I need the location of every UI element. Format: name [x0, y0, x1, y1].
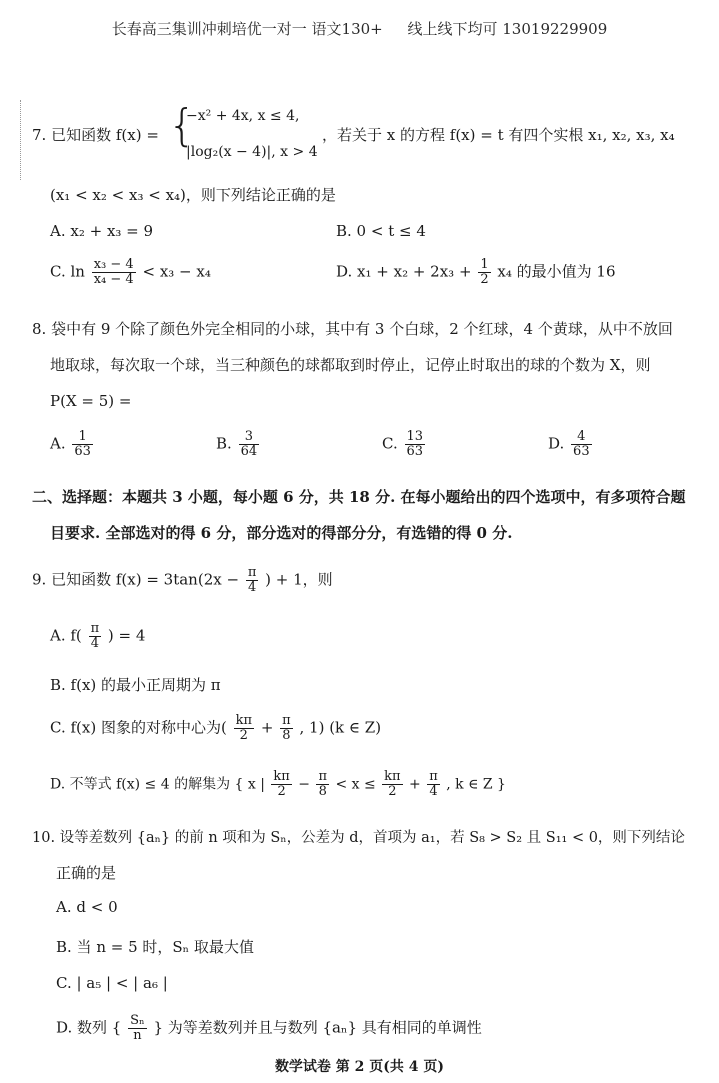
q9-a-pre: A. f(: [50, 626, 82, 645]
q8-d-num: 4: [571, 430, 592, 445]
q9-c-fraction-2: [280, 714, 293, 743]
q9-option-d: [50, 770, 506, 799]
q9-d-m2: < x ≤: [335, 776, 376, 793]
q9-c-num-2: π: [282, 713, 291, 728]
section2-instructions-line1: 二、选择题：本题共 3 小题，每小题 6 分，共 18 分. 在每小题给出的四个选项中，有多项符合题: [32, 488, 686, 506]
q8-c-num: 13: [406, 429, 424, 444]
q9-a-fraction: [89, 622, 102, 651]
q9-c-post: , 1) (k ∈ Z): [299, 718, 382, 737]
q9-stem-num: π: [247, 565, 257, 580]
q9-d-m1: −: [298, 776, 310, 793]
q8-d-label: D.: [548, 434, 565, 453]
q8-stem-line3: P(X = 5) =: [50, 392, 132, 410]
q9-d-den-3: 2: [388, 784, 397, 799]
q9-stem-pre: 9. 已知函数 f(x) = 3tan(2x −: [32, 570, 240, 589]
q7-d-den: 2: [480, 272, 489, 287]
page-header: [0, 18, 719, 39]
q9-stem-den: 4: [247, 580, 257, 595]
page-footer: 数学试卷 第 2 页(共 4 页): [274, 1059, 445, 1075]
q9-c-den-1: 2: [239, 728, 248, 743]
q10-option-d: [56, 1014, 482, 1043]
q7-option-c: [50, 258, 211, 287]
q9-a-den: 4: [90, 636, 99, 651]
q9-d-pre: D. 不等式 f(x) ≤ 4 的解集为 { x |: [50, 776, 265, 793]
q7-stem-line2: (x₁ < x₂ < x₃ < x₄)，则下列结论正确的是: [50, 186, 336, 204]
q9-c-pre: C. f(x) 图象的对称中心为(: [50, 718, 227, 737]
q9-d-fraction-1: [271, 770, 291, 799]
q8-c-den: 63: [406, 444, 424, 459]
q7-d-fraction: [478, 258, 490, 287]
q9-d-num-2: π: [318, 769, 327, 784]
q9-stem: [32, 566, 333, 595]
q10-d-den: n: [133, 1028, 142, 1043]
q9-stem-fraction: [246, 566, 259, 595]
q8-b-num: 3: [239, 430, 260, 445]
q8-a-den: 63: [74, 444, 91, 459]
q9-d-fraction-4: [427, 770, 440, 799]
q10-option-b: B. 当 n = 5 时，Sₙ 取最大值: [56, 938, 254, 956]
q8-option-d: [548, 430, 594, 459]
q9-d-num-3: kπ: [384, 769, 401, 784]
q7-c-post: < x₃ − x₄: [142, 262, 211, 281]
q9-option-c: [50, 714, 381, 743]
section2-instructions-line2: 目要求. 全部选对的得 6 分，部分选对的得部分分，有选错的得 0 分.: [50, 524, 513, 542]
q7-stem-prefix: 7. 已知函数 f(x) =: [32, 126, 159, 144]
q7-d-num: 1: [480, 257, 489, 272]
q9-d-fraction-2: [316, 770, 329, 799]
q10-d-fraction: [128, 1014, 147, 1043]
q8-option-a: [50, 430, 95, 459]
q7-c-num: x₃ − 4: [93, 257, 134, 272]
q9-option-b: B. f(x) 的最小正周期为 π: [50, 676, 221, 694]
q8-c-fraction: [405, 430, 426, 459]
q10-option-a: A. d < 0: [56, 898, 118, 916]
q8-c-label: C.: [382, 434, 398, 453]
q9-c-mid: +: [260, 718, 274, 737]
q10-d-pre: D. 数列 {: [56, 1018, 122, 1037]
q8-b-fraction: [239, 430, 260, 459]
q9-a-num: π: [90, 621, 100, 636]
q8-stem-line1: 8. 袋中有 9 个除了颜色外完全相同的小球，其中有 3 个白球，2 个红球，4 个黄球，从中不放回: [32, 320, 673, 338]
q9-d-fraction-3: [382, 770, 402, 799]
q9-d-den-2: 8: [318, 784, 327, 799]
q7-piece-1: −x² + 4x, x ≤ 4,: [186, 108, 300, 124]
q8-a-label: A.: [50, 434, 66, 453]
q7-piece-2: |log₂(x − 4)|, x > 4: [186, 144, 318, 160]
q7-c-fraction: [92, 258, 136, 287]
q9-d-den-1: 2: [277, 784, 286, 799]
header-contact: 线上线下均可 13019229909: [407, 20, 608, 38]
q8-option-c: [382, 430, 427, 459]
q9-d-num-1: kπ: [273, 769, 290, 784]
q8-b-den: 64: [240, 444, 258, 459]
q9-d-post: , k ∈ Z }: [446, 776, 506, 793]
q9-d-den-4: 4: [429, 784, 438, 799]
q10-stem-line2: 正确的是: [56, 864, 117, 882]
q9-c-den-2: 8: [282, 728, 291, 743]
q7-piecewise-brace: {: [168, 100, 196, 151]
q9-stem-post: ) + 1，则: [265, 570, 333, 589]
q8-a-fraction: [72, 430, 93, 459]
binding-margin-line: [20, 100, 23, 180]
q9-d-num-4: π: [429, 769, 438, 784]
q8-d-fraction: [571, 430, 592, 459]
q8-d-den: 63: [573, 444, 590, 459]
q10-option-c: C. | a₅ | < | a₆ |: [56, 974, 168, 992]
q7-stem-suffix: ，若关于 x 的方程 f(x) = t 有四个实根 x₁, x₂, x₃, x₄: [322, 126, 675, 144]
q8-a-num: 1: [72, 430, 93, 445]
q8-option-b: [216, 430, 261, 459]
q9-c-fraction-1: [234, 714, 254, 743]
q10-d-post: } 为等差数列并且与数列 {aₙ} 具有相同的单调性: [153, 1018, 482, 1037]
q10-d-num: Sₙ: [130, 1013, 145, 1028]
q7-c-pre: C. ln: [50, 262, 85, 281]
q9-a-post: ) = 4: [107, 626, 146, 645]
header-tutoring-ad: 长春高三集训冲刺培优一对一 语文130+: [111, 20, 383, 38]
q9-c-num-1: kπ: [235, 713, 253, 728]
q7-d-pre: D. x₁ + x₂ + 2x₃ +: [336, 262, 472, 281]
q10-stem-line1: 10. 设等差数列 {aₙ} 的前 n 项和为 Sₙ，公差为 d，首项为 a₁，若 S₈ > S₂ 且 S₁₁ < 0，则下列结论: [32, 830, 685, 846]
q8-stem-line2: 地取球，每次取一个球，当三种颜色的球都取到时停止，记停止时取出的球的个数为 X，则: [50, 356, 651, 374]
q9-d-m3: +: [409, 776, 421, 793]
q7-option-d: [336, 258, 616, 287]
q8-b-label: B.: [216, 434, 232, 453]
q7-c-den: x₄ − 4: [93, 272, 134, 287]
q7-d-post: x₄ 的最小值为 16: [497, 262, 616, 281]
q7-option-a: A. x₂ + x₃ = 9: [50, 222, 154, 240]
q9-option-a: [50, 622, 145, 651]
q7-option-b: B. 0 < t ≤ 4: [336, 222, 426, 240]
